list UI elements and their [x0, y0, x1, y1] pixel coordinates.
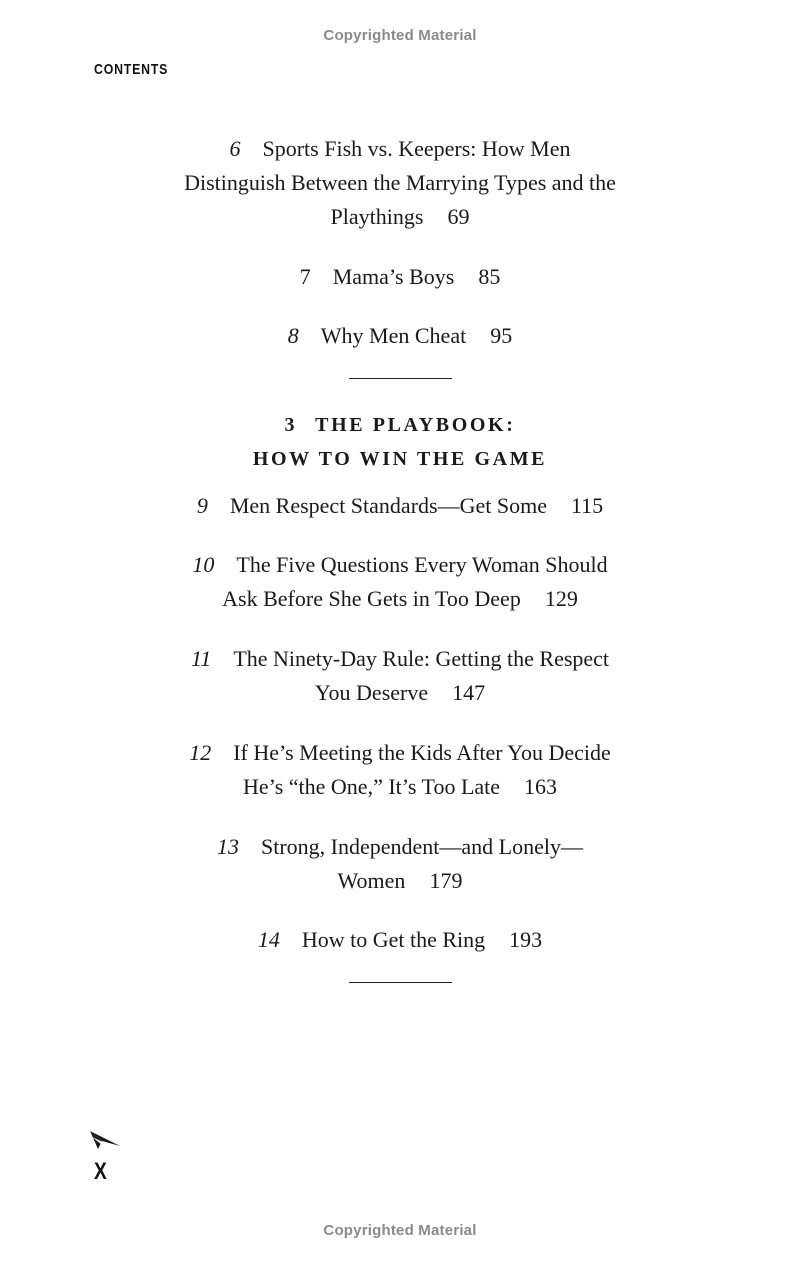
- toc-entry-line: [150, 642, 650, 676]
- toc-entry-line: [150, 770, 650, 804]
- chapter-title-line: You Deserve: [314, 680, 429, 705]
- toc-entry-line: [150, 132, 650, 166]
- part-number: 3: [284, 414, 298, 436]
- toc-entry-line: [150, 676, 650, 710]
- toc-entry-chapter-7[interactable]: [150, 260, 650, 294]
- chapter-number: 9: [196, 493, 208, 518]
- page-number: 115: [570, 493, 604, 518]
- toc-entry-chapter-11[interactable]: [150, 642, 650, 710]
- toc-entry-chapter-6[interactable]: [150, 132, 650, 234]
- toc-entry-chapter-14[interactable]: [150, 923, 650, 957]
- chapter-number: 10: [192, 552, 215, 577]
- toc-entry-line: [150, 830, 650, 864]
- chapter-number: 11: [190, 646, 212, 671]
- chapter-title-line: Mama’s Boys: [332, 264, 455, 289]
- toc-entry-line: [150, 548, 650, 582]
- section-divider-rule: [349, 378, 452, 379]
- chapter-title-line: Distinguish Between the Marrying Types and the: [184, 170, 616, 195]
- watermark-top: Copyrighted Material: [323, 27, 477, 44]
- part-heading-line: [150, 442, 650, 476]
- chapter-title-line: Men Respect Standards—Get Some: [229, 493, 547, 518]
- toc-entry-line: [150, 260, 650, 294]
- page-number: 85: [478, 264, 501, 289]
- chapter-number: 13: [217, 834, 239, 859]
- part-title-line-1: THE PLAYBOOK:: [315, 414, 516, 436]
- chapter-title-line: Playthings: [330, 204, 424, 229]
- chapter-title-line: Women: [337, 868, 406, 893]
- toc-entry-chapter-8[interactable]: [150, 319, 650, 353]
- chapter-title-line: Ask Before She Gets in Too Deep: [222, 586, 521, 611]
- chapter-number: 8: [287, 323, 299, 348]
- chapter-title-line: Why Men Cheat: [320, 323, 467, 348]
- toc-entry-line: [150, 166, 650, 200]
- toc-entry-chapter-9[interactable]: [150, 489, 650, 523]
- toc-entry-line: [150, 923, 650, 957]
- toc-entry-line: [150, 736, 650, 770]
- toc-entry-line: [150, 864, 650, 898]
- toc-entry-line: [150, 582, 650, 616]
- page-number: 69: [447, 204, 470, 229]
- chapter-title-line: Sports Fish vs. Keepers: How Men: [262, 136, 571, 161]
- chapter-number: 7: [299, 264, 311, 289]
- page-number: 193: [509, 927, 543, 952]
- page-number: 163: [524, 774, 558, 799]
- chapter-title-line: If He’s Meeting the Kids After You Decide: [233, 740, 611, 765]
- toc-entry-chapter-12[interactable]: [150, 736, 650, 804]
- section-divider-rule: [349, 982, 452, 983]
- page-number: 95: [490, 323, 513, 348]
- page-number: 179: [429, 868, 463, 893]
- chapter-title-line: How to Get the Ring: [301, 927, 486, 952]
- chapter-title-line: Strong, Independent—and Lonely—: [261, 834, 583, 859]
- toc-entry-chapter-10[interactable]: [150, 548, 650, 616]
- page-number: 147: [452, 680, 486, 705]
- part-heading-line: [150, 408, 650, 442]
- toc-entry-line: [150, 319, 650, 353]
- toc-entry-line: [150, 200, 650, 234]
- part-title-line-2: HOW TO WIN THE GAME: [252, 448, 548, 470]
- chapter-number: 6: [229, 136, 241, 161]
- part-heading[interactable]: [150, 408, 650, 476]
- page-folio: X: [94, 1158, 107, 1185]
- toc-entry-line: [150, 489, 650, 523]
- watermark-bottom: Copyrighted Material: [323, 1222, 477, 1239]
- chapter-title-line: He’s “the One,” It’s Too Late: [242, 774, 501, 799]
- toc-entry-chapter-13[interactable]: [150, 830, 650, 898]
- paper-plane-logo-icon: [89, 1129, 121, 1151]
- chapter-title-line: The Ninety-Day Rule: Getting the Respect: [233, 646, 610, 671]
- chapter-number: 14: [257, 927, 280, 952]
- chapter-title-line: The Five Questions Every Woman Should: [236, 552, 608, 577]
- chapter-number: 12: [189, 740, 212, 765]
- running-head: CONTENTS: [94, 61, 169, 78]
- page-number: 129: [544, 586, 578, 611]
